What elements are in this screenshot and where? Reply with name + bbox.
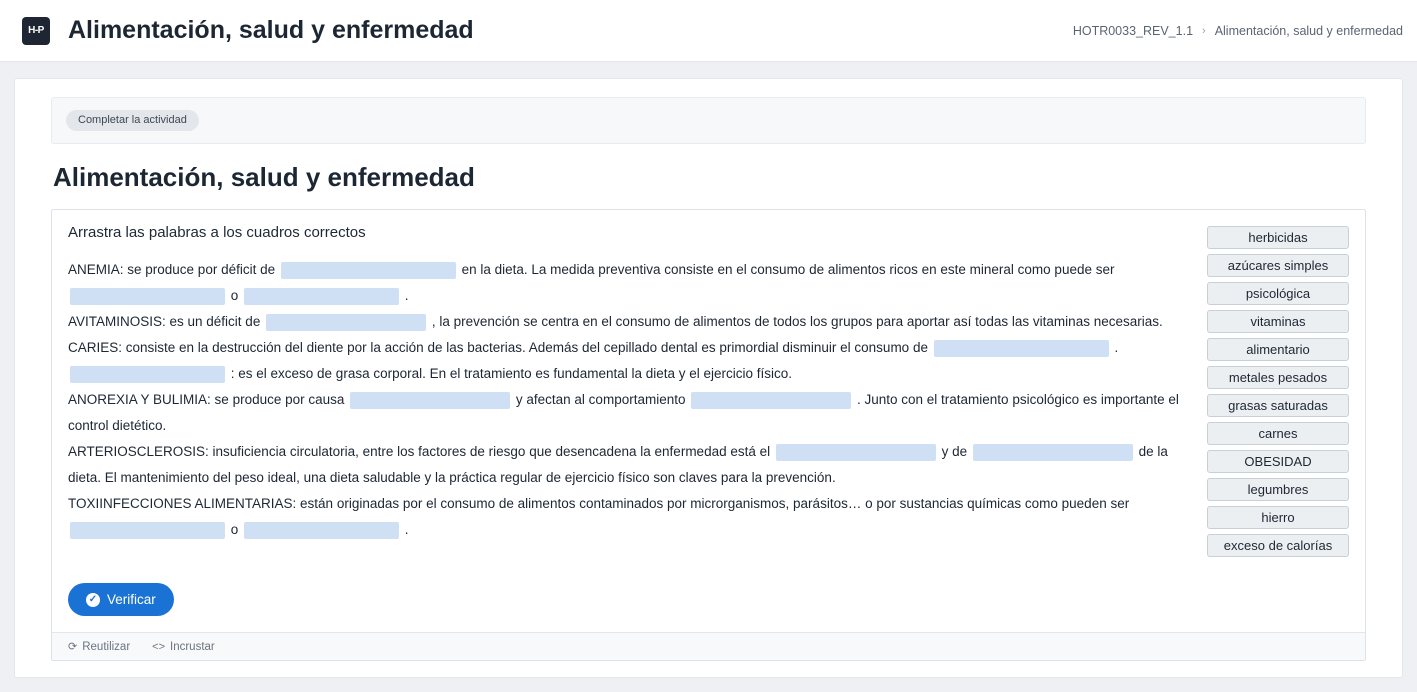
- draggable-word[interactable]: legumbres: [1207, 478, 1349, 501]
- draggable-word[interactable]: azúcares simples: [1207, 254, 1349, 277]
- statement-text: AVITAMINOSIS: es un déficit de: [68, 314, 265, 329]
- drop-blank[interactable]: [70, 522, 225, 539]
- draggable-word[interactable]: exceso de calorías: [1207, 534, 1349, 557]
- statement-text: o: [227, 522, 243, 537]
- drop-blank[interactable]: [244, 522, 399, 539]
- statement-text: .: [401, 288, 409, 303]
- drop-blank[interactable]: [244, 288, 399, 305]
- draggable-word[interactable]: carnes: [1207, 422, 1349, 445]
- app-header: [0, 0, 1417, 62]
- statement-caries: [68, 335, 1197, 361]
- statement-list: [68, 257, 1197, 543]
- statement-anemia: [68, 257, 1197, 309]
- statement-text: , la prevención se centra en el consumo de alimentos de todos los grupos para aportar así todas las vitaminas necesarias.: [428, 314, 1163, 329]
- draggable-word[interactable]: hierro: [1207, 506, 1349, 529]
- statement-text: . Junto con el tratamiento psicológico es importante el control dietético.: [68, 392, 1179, 433]
- draggable-word[interactable]: grasas saturadas: [1207, 394, 1349, 417]
- reuse-icon: ⟳: [68, 641, 78, 653]
- embed-code-action[interactable]: [152, 641, 215, 653]
- drop-blank[interactable]: [350, 392, 510, 409]
- drop-blank[interactable]: [266, 314, 426, 331]
- statement-arteriosclerosis: [68, 439, 1197, 491]
- drop-blank[interactable]: [776, 444, 936, 461]
- activity-footer: [52, 632, 1365, 660]
- drop-blank[interactable]: [973, 444, 1133, 461]
- statement-text: y afectan al comportamiento: [512, 392, 690, 407]
- page-title: Alimentación, salud y enfermedad: [68, 16, 474, 44]
- statement-text: ANEMIA: se produce por déficit de: [68, 262, 279, 277]
- h5p-logo-icon: H-P: [22, 17, 50, 45]
- drop-blank[interactable]: [70, 288, 225, 305]
- breadcrumb-current: Alimentación, salud y enfermedad: [1214, 23, 1403, 38]
- draggable-word[interactable]: OBESIDAD: [1207, 450, 1349, 473]
- draggable-word[interactable]: herbicidas: [1207, 226, 1349, 249]
- drop-blank[interactable]: [70, 366, 225, 383]
- statement-text: CARIES: consiste en la destrucción del diente por la acción de las bacterias. Además del cepillado dental es primordial disminuir el consumo de: [68, 340, 932, 355]
- verify-button[interactable]: [68, 583, 174, 616]
- breadcrumb-parent[interactable]: HOTR0033_REV_1.1: [1072, 23, 1194, 38]
- statement-avitaminosis: [68, 309, 1197, 335]
- breadcrumb: [1073, 24, 1403, 38]
- statement-text: TOXIINFECCIONES ALIMENTARIAS: están originadas por el consumo de alimentos contaminados por microrganismos, parásitos… o por sustancias químicas como pueden ser: [68, 496, 1130, 511]
- drop-blank[interactable]: [691, 392, 851, 409]
- draggable-word[interactable]: metales pesados: [1207, 366, 1349, 389]
- activity-container: [51, 209, 1366, 661]
- page-body: [0, 62, 1417, 678]
- statement-text: ARTERIOSCLEROSIS: insuficiencia circulatoria, entre los factores de riesgo que desencadena la enfermedad está el: [68, 444, 774, 459]
- embed-code-icon: <>: [152, 640, 166, 653]
- draggable-word[interactable]: vitaminas: [1207, 310, 1349, 333]
- check-row: [52, 557, 1365, 632]
- statement-text: : es el exceso de grasa corporal. En el tratamiento es fundamental la dieta y el ejercicio físico.: [227, 366, 793, 381]
- verify-button-label: Verificar: [107, 592, 156, 607]
- footer-action-label: Reutilizar: [82, 640, 131, 653]
- drop-blank[interactable]: [934, 340, 1109, 357]
- statement-text: ANOREXIA Y BULIMIA: se produce por causa: [68, 392, 349, 407]
- footer-action-label: Incrustar: [170, 640, 215, 653]
- reuse-action[interactable]: [68, 640, 130, 653]
- status-bar: [51, 97, 1366, 144]
- check-circle-icon: ✓: [86, 593, 100, 607]
- statement-text: .: [401, 522, 409, 537]
- status-badge: Completar la actividad: [66, 110, 199, 131]
- statement-text: y de: [937, 444, 971, 459]
- statement-text: o: [227, 288, 243, 303]
- activity-inner: [52, 210, 1365, 557]
- drop-blank[interactable]: [281, 262, 456, 279]
- statement-text: en la dieta. La medida preventiva consiste en el consumo de alimentos ricos en este mineral como puede ser: [457, 262, 1115, 277]
- activity-instruction: Arrastra las palabras a los cuadros correctos: [68, 224, 366, 241]
- draggable-word[interactable]: alimentario: [1207, 338, 1349, 361]
- statement-toxiinfecciones: [68, 491, 1197, 543]
- statement-text: de la dieta. El mantenimiento del peso ideal, una dieta saludable y la práctica regular de ejercicio físico son claves para la prevención.: [68, 444, 1168, 485]
- statement-anorexia: [68, 387, 1197, 439]
- activity-main: [68, 224, 1197, 557]
- statement-obesidad: [68, 361, 1197, 387]
- content-card: [14, 78, 1403, 678]
- breadcrumb-separator-icon: ›: [1202, 24, 1206, 37]
- draggable-word[interactable]: psicológica: [1207, 282, 1349, 305]
- statement-text: .: [1110, 340, 1119, 355]
- word-bank: [1207, 224, 1349, 557]
- activity-title: Alimentación, salud y enfermedad: [53, 162, 475, 192]
